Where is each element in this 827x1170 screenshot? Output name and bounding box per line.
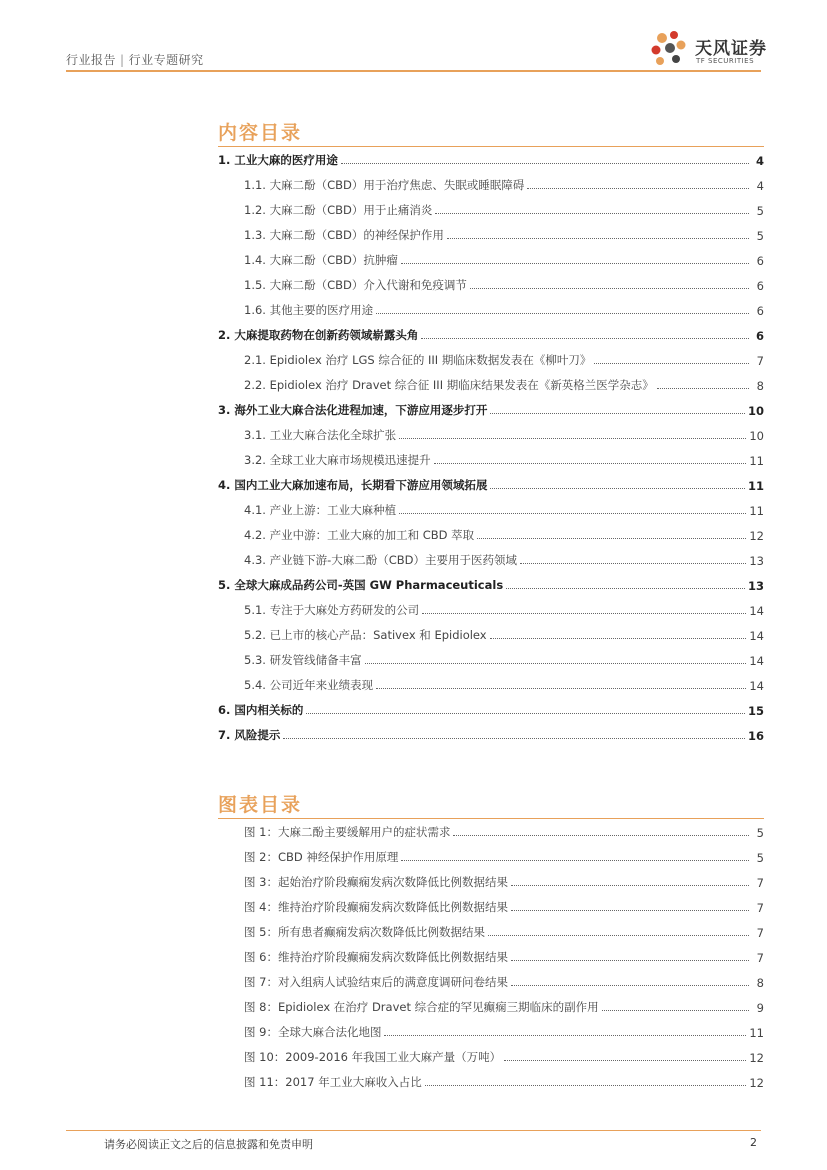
brand-subtitle: TF SECURITIES <box>696 57 755 65</box>
toc-entry-page: 7 <box>756 926 764 940</box>
toc-entry-page: 6 <box>756 304 764 318</box>
toc-entry-label: 图 6：维持治疗阶段癫痫发病次数降低比例数据结果 <box>244 950 508 964</box>
toc-entry-label: 5.4. 公司近年来业绩表现 <box>244 678 374 692</box>
toc-dot-leader <box>511 985 749 986</box>
toc-dot-leader <box>376 688 746 689</box>
toc-subsection-entry[interactable] <box>218 870 764 890</box>
toc-entry-label: 4.2. 产业中游：工业大麻的加工和 CBD 萃取 <box>244 528 475 542</box>
toc-subsection-entry[interactable] <box>218 895 764 915</box>
toc-dot-leader <box>477 538 746 539</box>
report-subcategory: 行业专题研究 <box>128 53 204 67</box>
report-category: 行业报告 <box>66 53 117 67</box>
toc-entry-page: 11 <box>749 504 764 518</box>
toc-subsection-entry[interactable] <box>218 498 764 518</box>
toc-entry-page: 7 <box>756 354 764 368</box>
toc-dot-leader <box>520 563 746 564</box>
toc-dot-leader <box>435 213 749 214</box>
toc-dot-leader <box>384 1035 746 1036</box>
toc-dot-leader <box>447 238 749 239</box>
toc-entry-page: 15 <box>747 704 764 718</box>
toc-dot-leader <box>470 288 749 289</box>
toc-dot-leader <box>399 438 746 439</box>
toc-subsection-entry[interactable] <box>218 648 764 668</box>
toc-subsection-entry[interactable] <box>218 223 764 243</box>
toc-entry-page: 11 <box>749 454 764 468</box>
toc-entry-page: 14 <box>749 604 764 618</box>
toc-entry-page: 14 <box>749 654 764 668</box>
toc-entry-page: 11 <box>749 1026 764 1040</box>
toc-entry-page: 8 <box>756 976 764 990</box>
toc-dot-leader <box>399 513 746 514</box>
toc-entry-label: 2.1. Epidiolex 治疗 LGS 综合征的 III 期临床数据发表在《柳叶刀》 <box>244 353 592 367</box>
toc-entry-label: 5.1. 专注于大麻处方药研发的公司 <box>244 603 420 617</box>
toc-dot-leader <box>401 860 749 861</box>
toc-section-entry[interactable] <box>218 723 764 743</box>
toc-subsection-entry[interactable] <box>218 673 764 693</box>
toc-subsection-entry[interactable] <box>218 995 764 1015</box>
toc-subsection-entry[interactable] <box>218 298 764 318</box>
figures-list <box>218 820 764 1090</box>
toc-dot-leader <box>490 638 747 639</box>
toc-subsection-entry[interactable] <box>218 548 764 568</box>
toc-entry-label: 图 7：对入组病人试验结束后的满意度调研问卷结果 <box>244 975 508 989</box>
toc-entry-page: 14 <box>749 679 764 693</box>
toc-entry-label: 图 11：2017 年工业大麻收入占比 <box>244 1075 422 1089</box>
toc-dot-leader <box>504 1060 746 1061</box>
toc-entry-page: 4 <box>756 179 764 193</box>
toc-dot-leader <box>453 835 749 836</box>
toc-section-entry[interactable] <box>218 323 764 343</box>
toc-entry-page: 11 <box>747 479 764 493</box>
toc-entry-label: 3.1. 工业大麻合法化全球扩张 <box>244 428 397 442</box>
contents-title: 内容目录 <box>218 122 303 144</box>
toc-entry-label: 图 2：CBD 神经保护作用原理 <box>244 850 399 864</box>
toc-subsection-entry[interactable] <box>218 1045 764 1065</box>
toc-entry-page: 6 <box>756 279 764 293</box>
toc-entry-label: 图 9：全球大麻合法化地图 <box>244 1025 382 1039</box>
toc-entry-page: 5 <box>756 229 764 243</box>
toc-dot-leader <box>511 910 749 911</box>
toc-entry-label: 1.2. 大麻二酚（CBD）用于止痛消炎 <box>244 203 433 217</box>
toc-subsection-entry[interactable] <box>218 1070 764 1090</box>
toc-subsection-entry[interactable] <box>218 623 764 643</box>
toc-entry-page: 5 <box>756 826 764 840</box>
header-divider <box>66 70 761 72</box>
toc-dot-leader <box>401 263 749 264</box>
toc-entry-label: 1. 工业大麻的医疗用途 <box>218 153 338 167</box>
toc-subsection-entry[interactable] <box>218 248 764 268</box>
toc-entry-label: 3.2. 全球工业大麻市场规模迅速提升 <box>244 453 431 467</box>
toc-entry-label: 1.5. 大麻二酚（CBD）介入代谢和免疫调节 <box>244 278 467 292</box>
toc-entry-label: 图 3：起始治疗阶段癫痫发病次数降低比例数据结果 <box>244 875 508 889</box>
toc-dot-leader <box>527 188 749 189</box>
toc-entry-label: 3. 海外工业大麻合法化进程加速，下游应用逐步打开 <box>218 403 488 417</box>
toc-entry-page: 4 <box>755 154 764 168</box>
toc-entry-page: 7 <box>756 876 764 890</box>
toc-entry-page: 10 <box>747 404 764 418</box>
toc-entry-page: 6 <box>756 254 764 268</box>
toc-subsection-entry[interactable] <box>218 198 764 218</box>
toc-entry-label: 4.3. 产业链下游-大麻二酚（CBD）主要用于医药领域 <box>244 553 518 567</box>
toc-section-entry[interactable] <box>218 148 764 168</box>
contents-list <box>218 148 764 748</box>
toc-entry-page: 12 <box>749 1076 764 1090</box>
toc-entry-page: 5 <box>756 851 764 865</box>
toc-entry-page: 5 <box>756 204 764 218</box>
footer-divider <box>66 1130 761 1131</box>
toc-section-entry[interactable] <box>218 398 764 418</box>
report-type-header <box>66 51 204 68</box>
toc-subsection-entry[interactable] <box>218 348 764 368</box>
toc-dot-leader <box>306 713 745 714</box>
toc-dot-leader <box>511 885 749 886</box>
toc-subsection-entry[interactable] <box>218 373 764 393</box>
toc-dot-leader <box>425 1085 747 1086</box>
toc-entry-page: 12 <box>749 529 764 543</box>
toc-entry-page: 10 <box>749 429 764 443</box>
toc-entry-label: 7. 风险提示 <box>218 728 281 742</box>
toc-entry-label: 1.6. 其他主要的医疗用途 <box>244 303 374 317</box>
toc-entry-label: 5.2. 已上市的核心产品：Sativex 和 Epidiolex <box>244 628 487 642</box>
footer-disclaimer: 请务必阅读正文之后的信息披露和免责申明 <box>104 1138 313 1151</box>
brand-name: 天风证券 <box>695 39 767 59</box>
toc-dot-leader <box>341 163 749 164</box>
page-number: 2 <box>750 1136 757 1149</box>
toc-dot-leader <box>488 935 749 936</box>
toc-entry-label: 2.2. Epidiolex 治疗 Dravet 综合征 III 期临床结果发表在《新英格兰医学杂志》 <box>244 378 654 392</box>
toc-entry-label: 6. 国内相关标的 <box>218 703 304 717</box>
toc-entry-label: 4. 国内工业大麻加速布局，长期看下游应用领域拓展 <box>218 478 488 492</box>
header-separator: | <box>120 53 125 67</box>
toc-entry-page: 12 <box>749 1051 764 1065</box>
toc-entry-label: 5.3. 研发管线储备丰富 <box>244 653 362 667</box>
toc-dot-leader <box>434 463 747 464</box>
toc-dot-leader <box>421 338 749 339</box>
toc-dot-leader <box>490 413 745 414</box>
toc-entry-label: 5. 全球大麻成品药公司-英国 GW Pharmaceuticals <box>218 578 504 592</box>
toc-subsection-entry[interactable] <box>218 173 764 193</box>
toc-entry-label: 1.4. 大麻二酚（CBD）抗肿瘤 <box>244 253 398 267</box>
toc-dot-leader <box>511 960 749 961</box>
toc-dot-leader <box>506 588 745 589</box>
toc-subsection-entry[interactable] <box>218 920 764 940</box>
toc-subsection-entry[interactable] <box>218 820 764 840</box>
toc-entry-label: 图 10：2009-2016 年我国工业大麻产量（万吨） <box>244 1050 502 1064</box>
toc-dot-leader <box>376 313 749 314</box>
toc-entry-page: 13 <box>747 579 764 593</box>
toc-subsection-entry[interactable] <box>218 845 764 865</box>
toc-dot-leader <box>657 388 749 389</box>
toc-subsection-entry[interactable] <box>218 273 764 293</box>
toc-entry-label: 1.3. 大麻二酚（CBD）的神经保护作用 <box>244 228 444 242</box>
toc-section-entry[interactable] <box>218 698 764 718</box>
toc-dot-leader <box>602 1010 749 1011</box>
toc-entry-label: 图 5：所有患者癫痫发病次数降低比例数据结果 <box>244 925 485 939</box>
toc-subsection-entry[interactable] <box>218 970 764 990</box>
toc-subsection-entry[interactable] <box>218 523 764 543</box>
toc-entry-label: 1.1. 大麻二酚（CBD）用于治疗焦虑、失眠或睡眠障碍 <box>244 178 525 192</box>
toc-subsection-entry[interactable] <box>218 945 764 965</box>
toc-entry-page: 14 <box>749 629 764 643</box>
toc-entry-page: 16 <box>747 729 764 743</box>
toc-dot-leader <box>594 363 749 364</box>
toc-dot-leader <box>365 663 747 664</box>
toc-entry-page: 7 <box>756 901 764 915</box>
toc-entry-label: 2. 大麻提取药物在创新药领域崭露头角 <box>218 328 419 342</box>
toc-dot-leader <box>490 488 745 489</box>
toc-entry-page: 9 <box>756 1001 764 1015</box>
toc-subsection-entry[interactable] <box>218 598 764 618</box>
toc-entry-label: 图 8：Epidiolex 在治疗 Dravet 综合症的罕见癫痫三期临床的副作用 <box>244 1000 599 1014</box>
figures-title-underline <box>218 818 764 819</box>
contents-title-underline <box>218 146 764 147</box>
toc-entry-page: 13 <box>749 554 764 568</box>
toc-entry-page: 8 <box>756 379 764 393</box>
figures-title: 图表目录 <box>218 794 303 816</box>
toc-dot-leader <box>283 738 745 739</box>
toc-entry-page: 7 <box>756 951 764 965</box>
toc-subsection-entry[interactable] <box>218 448 764 468</box>
toc-subsection-entry[interactable] <box>218 1020 764 1040</box>
toc-subsection-entry[interactable] <box>218 423 764 443</box>
toc-section-entry[interactable] <box>218 473 764 493</box>
toc-section-entry[interactable] <box>218 573 764 593</box>
toc-entry-page: 6 <box>755 329 764 343</box>
toc-dot-leader <box>422 613 746 614</box>
toc-entry-label: 图 4：维持治疗阶段癫痫发病次数降低比例数据结果 <box>244 900 508 914</box>
toc-entry-label: 4.1. 产业上游：工业大麻种植 <box>244 503 397 517</box>
toc-entry-label: 图 1：大麻二酚主要缓解用户的症状需求 <box>244 825 451 839</box>
